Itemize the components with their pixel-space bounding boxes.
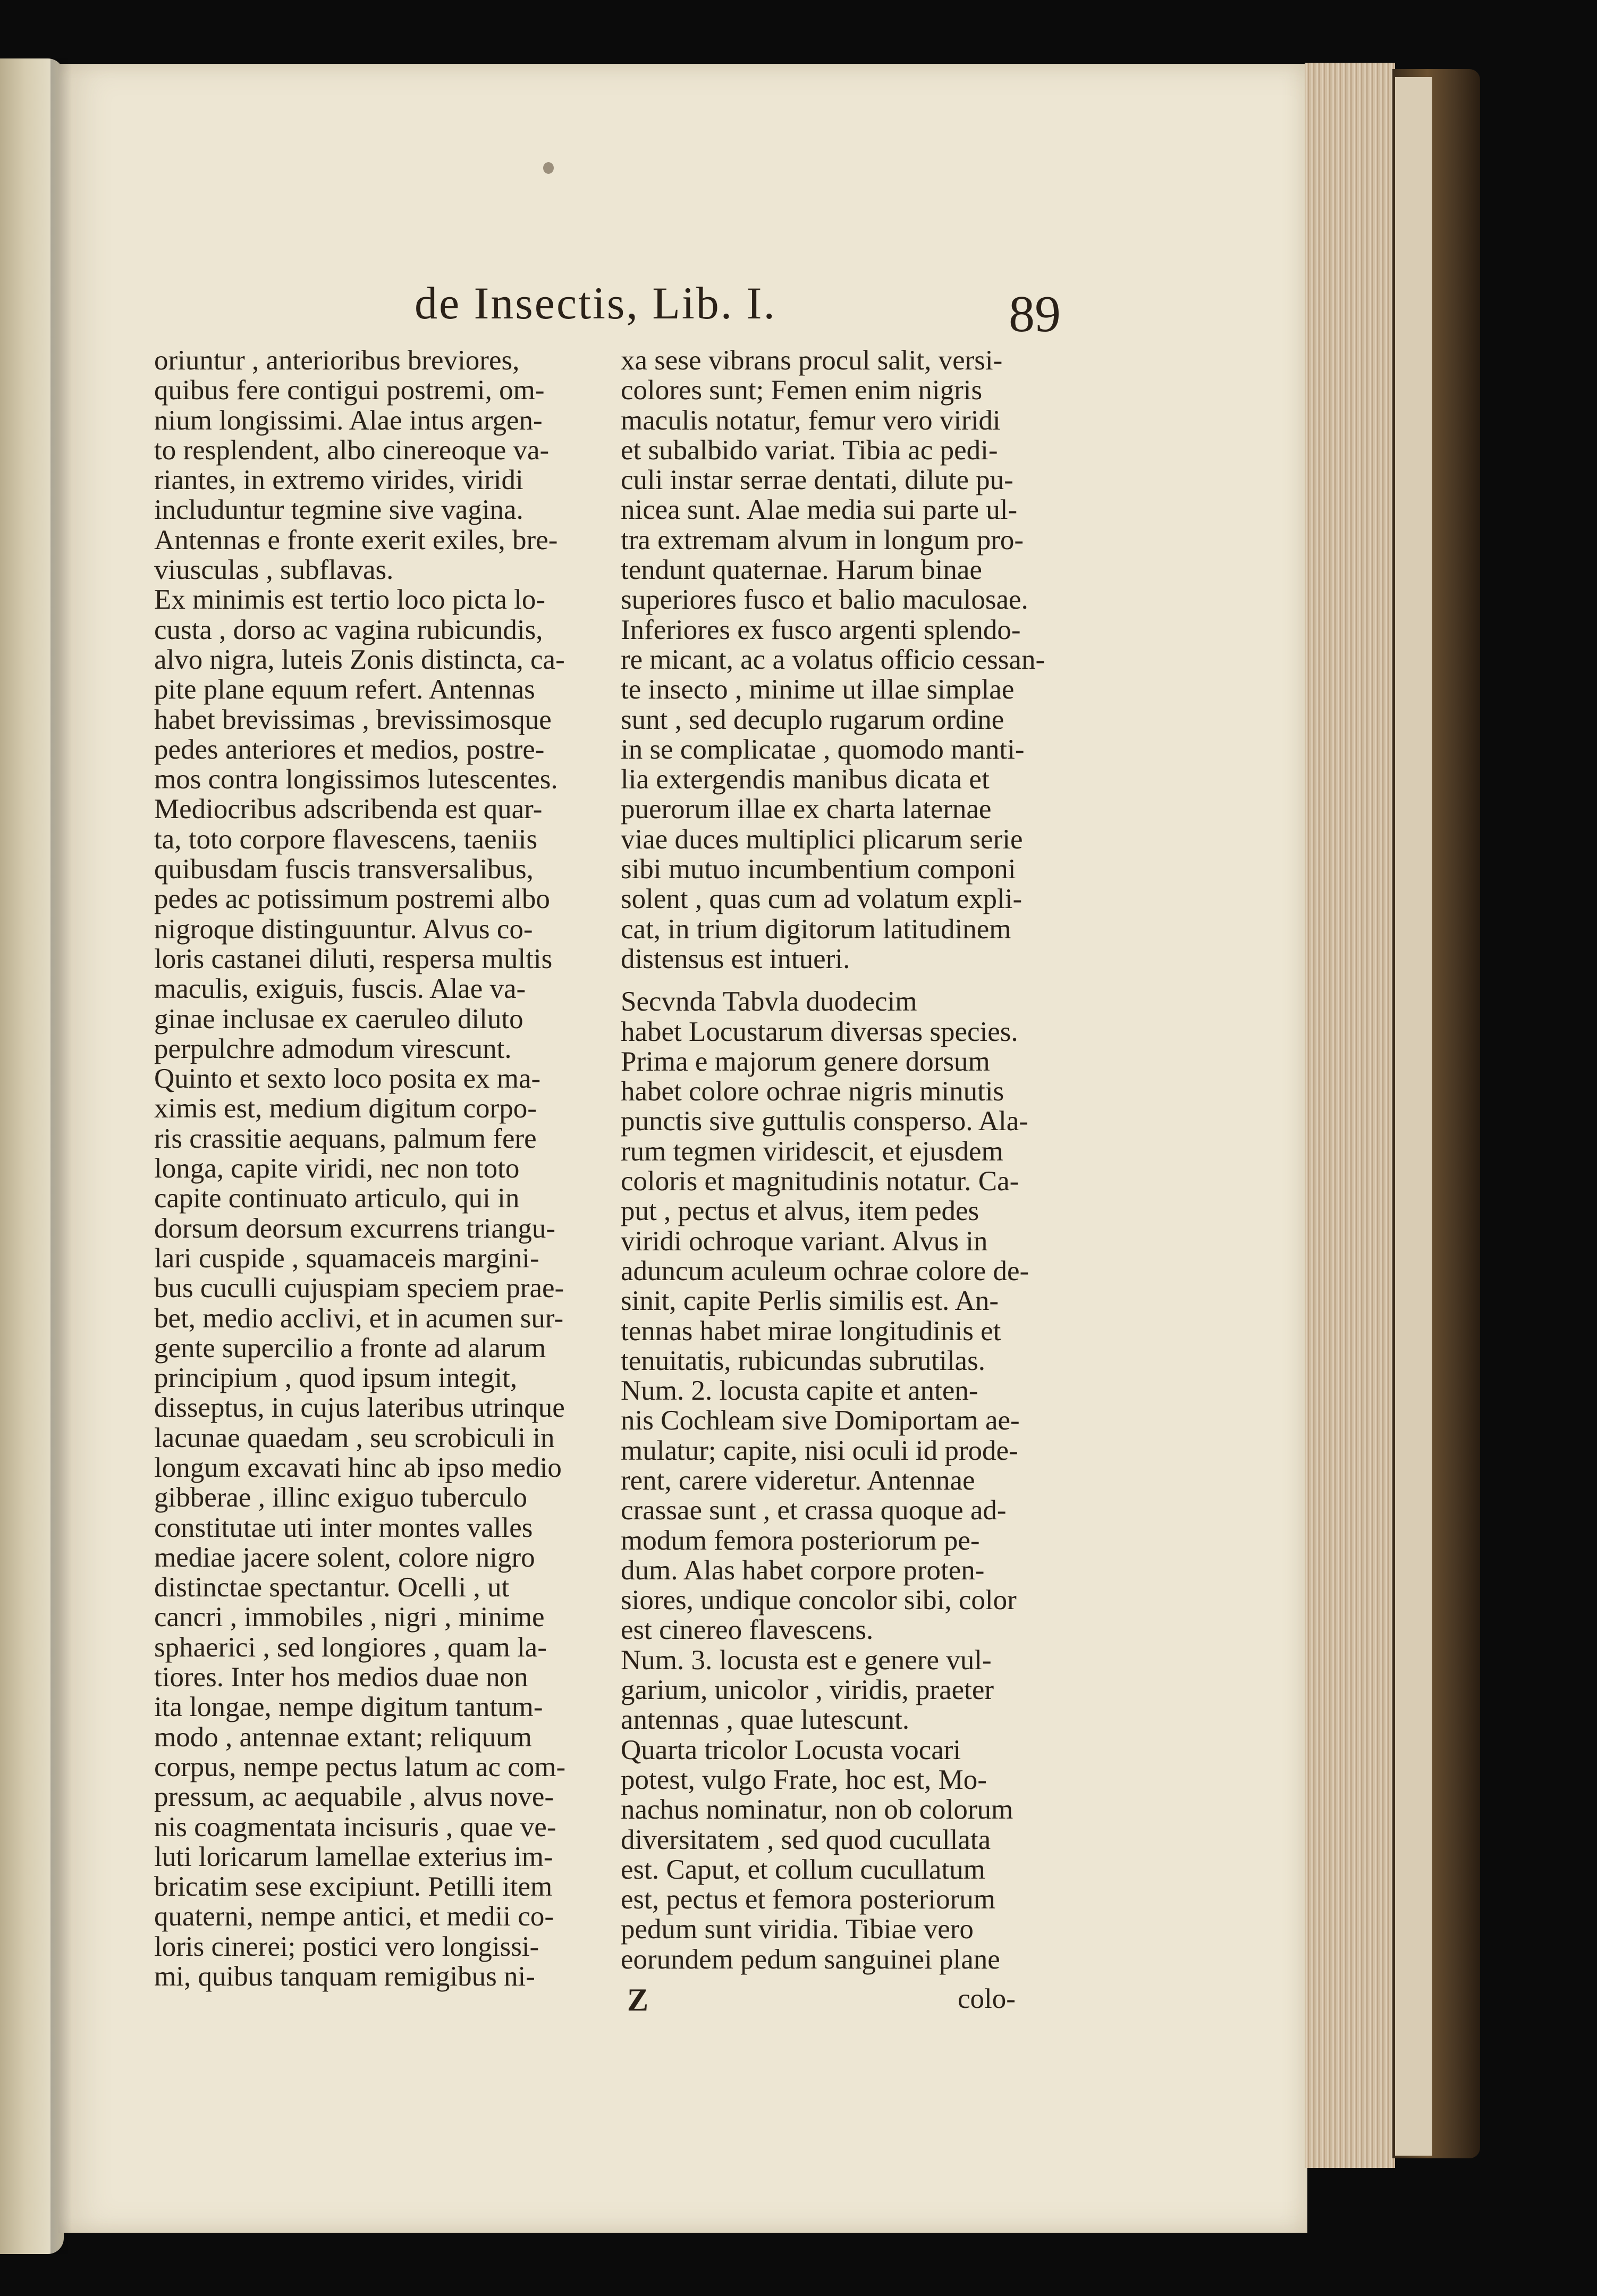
text-line: viridi ochroque variant. Alvus in <box>621 1225 988 1257</box>
signature-mark: Z <box>627 1982 649 2017</box>
text-line: rum tegmen viridescit, et ejusdem <box>621 1136 1003 1167</box>
text-line: coloris et magnitudinis notatur. Ca- <box>621 1166 1019 1197</box>
text-line: garium, unicolor , viridis, praeter <box>621 1675 994 1706</box>
text-line: punctis sive guttulis consperso. Ala- <box>621 1106 1028 1137</box>
text-line: Prima e majorum genere dorsum <box>621 1046 990 1077</box>
text-line: potest, vulgo Frate, hoc est, Mo- <box>621 1764 987 1795</box>
text-line: Inferiores ex fusco argenti splendo- <box>621 614 1021 645</box>
text-line: mi, quibus tanquam remigibus ni- <box>154 1961 535 1992</box>
text-line: est, pectus et femora posteriorum <box>621 1884 995 1915</box>
text-line: longum excavati hinc ab ipso medio <box>154 1452 562 1483</box>
text-line: aduncum aculeum ochrae colore de- <box>621 1255 1029 1286</box>
text-line: cancri , immobiles , nigri , minime <box>154 1602 545 1633</box>
text-line: bricatim sese excipiunt. Petilli item <box>154 1871 553 1903</box>
text-line: sibi mutuo incumbentium componi <box>621 854 1016 885</box>
text-line: tiores. Inter hos medios duae non <box>154 1662 528 1693</box>
text-line: xa sese vibrans procul salit, versi- <box>621 345 1003 376</box>
text-line: modum femora posteriorum pe- <box>621 1525 980 1556</box>
text-line: in se complicatae , quomodo manti- <box>621 734 1025 765</box>
text-line: longa, capite viridi, nec non toto <box>154 1153 520 1184</box>
text-line: nachus nominatur, non ob colorum <box>621 1794 1013 1826</box>
text-line: solent , quas cum ad volatum expli- <box>621 884 1023 915</box>
page-number: 89 <box>1009 285 1061 343</box>
text-line: bus cuculli cujuspiam speciem prae- <box>154 1273 564 1304</box>
text-line: oriuntur , anterioribus breviores, <box>154 345 520 376</box>
text-line: eorundem pedum sanguinei plane <box>621 1944 1000 1975</box>
text-line: tra extremam alvum in longum pro- <box>621 524 1024 556</box>
text-line: Quarta tricolor Locusta vocari <box>621 1734 961 1765</box>
text-line: to resplendent, albo cinereoque va- <box>154 434 550 466</box>
text-line: est. Caput, et collum cucullatum <box>621 1854 985 1885</box>
text-line: pite plane equum refert. Antennas <box>154 674 535 705</box>
text-line: culi instar serrae dentati, dilute pu- <box>621 465 1013 496</box>
text-line: principium , quod ipsum integit, <box>154 1363 518 1394</box>
text-line: includuntur tegmine sive vagina. <box>154 494 523 526</box>
text-line: tendunt quaternae. Harum binae <box>621 554 982 586</box>
text-line: nicea sunt. Alae media sui parte ul- <box>621 494 1018 526</box>
text-line: loris cinerei; postici vero longissi- <box>154 1931 539 1962</box>
text-line: Num. 2. locusta capite et anten- <box>621 1375 978 1407</box>
text-line: lia extergendis manibus dicata et <box>621 764 990 795</box>
text-line: pedum sunt viridia. Tibiae vero <box>621 1914 974 1945</box>
text-line: pedes anteriores et medios, postre- <box>154 734 545 765</box>
text-line: tenuitatis, rubicundas subrutilas. <box>621 1345 985 1376</box>
text-line: Ex minimis est tertio loco picta lo- <box>154 584 545 616</box>
text-line: tennas habet mirae longitudinis et <box>621 1315 1001 1347</box>
text-line: rent, carere videretur. Antennae <box>621 1465 975 1496</box>
text-line: capite continuato articulo, qui in <box>154 1183 520 1214</box>
text-line: Secvnda Tabvla duodecim <box>621 986 917 1017</box>
text-line: Quinto et sexto loco posita ex ma- <box>154 1063 541 1095</box>
text-line: ginae inclusae ex caeruleo diluto <box>154 1003 523 1035</box>
page-edges <box>1305 63 1395 2168</box>
text-line: luti loricarum lamellae exterius im- <box>154 1841 553 1872</box>
right-column <box>621 346 1057 1974</box>
text-line: colores sunt; Femen enim nigris <box>621 375 983 406</box>
text-line: constitutae uti inter montes valles <box>154 1512 533 1543</box>
text-line: quaterni, nempe antici, et medii co- <box>154 1901 554 1932</box>
text-line: distensus est intueri. <box>621 943 850 974</box>
text-line: mos contra longissimos lutescentes. <box>154 764 558 795</box>
text-line: Num. 3. locusta est e genere vul- <box>621 1644 992 1676</box>
text-line: sphaerici , sed longiores , quam la- <box>154 1631 547 1663</box>
text-line: quibus fere contigui postremi, om- <box>154 375 545 406</box>
text-line: nium longissimi. Alae intus argen- <box>154 405 543 436</box>
text-line: disseptus, in cujus lateribus utrinque <box>154 1392 565 1424</box>
text-line: perpulchre admodum virescunt. <box>154 1033 512 1064</box>
text-line: superiores fusco et balio maculosae. <box>621 584 1028 616</box>
text-line: et subalbido variat. Tibia ac pedi- <box>621 434 998 466</box>
text-line: cat, in trium digitorum latitudinem <box>621 913 1011 945</box>
text-line: ris crassitie aequans, palmum fere <box>154 1123 537 1154</box>
book-gutter <box>50 58 72 2254</box>
text-line: dum. Alas habet corpore proten- <box>621 1554 985 1586</box>
catchword: colo- <box>958 1983 1016 2014</box>
text-line: habet brevissimas , brevissimosque <box>154 704 552 735</box>
text-line: pressum, ac aequabile , alvus nove- <box>154 1781 554 1813</box>
text-line: quibusdam fuscis transversalibus, <box>154 854 534 885</box>
text-line: lari cuspide , squamaceis margini- <box>154 1242 539 1274</box>
text-line: alvo nigra, luteis Zonis distincta, ca- <box>154 644 565 675</box>
text-line: distinctae spectantur. Ocelli , ut <box>154 1572 510 1603</box>
text-line: re micant, ac a volatus officio cessan- <box>621 644 1045 675</box>
text-line: sinit, capite Perlis similis est. An- <box>621 1285 999 1317</box>
text-line: riantes, in extremo virides, viridi <box>154 465 523 496</box>
text-line: maculis notatur, femur vero viridi <box>621 405 1001 436</box>
text-line: nigroque distinguuntur. Alvus co- <box>154 913 533 945</box>
text-line: habet Locustarum diversas species. <box>621 1016 1018 1047</box>
text-line: te insecto , minime ut illae simplae <box>621 674 1015 705</box>
text-line: modo , antennae extant; reliquum <box>154 1721 532 1753</box>
text-line: siores, undique concolor sibi, color <box>621 1585 1017 1616</box>
text-line: gente supercilio a fronte ad alarum <box>154 1332 546 1364</box>
text-line: dorsum deorsum excurrens triangu- <box>154 1213 556 1244</box>
text-line: est cinereo flavescens. <box>621 1614 874 1646</box>
text-line: habet colore ochrae nigris minutis <box>621 1076 1004 1107</box>
text-line: ita longae, nempe digitum tantum- <box>154 1692 543 1723</box>
text-line: sunt , sed decuplo rugarum ordine <box>621 704 1004 735</box>
text-line: viusculas , subflavas. <box>154 554 394 586</box>
text-line: loris castanei diluti, respersa multis <box>154 943 553 974</box>
text-line: mediae jacere solent, colore nigro <box>154 1542 535 1573</box>
text-line: custa , dorso ac vagina rubicundis, <box>154 614 543 645</box>
running-title: de Insectis, Lib. I. <box>415 277 776 329</box>
text-line: crassae sunt , et crassa quoque ad- <box>621 1495 1007 1526</box>
text-line: ta, toto corpore flavescens, taeniis <box>154 823 538 855</box>
left-column <box>154 346 595 1991</box>
text-line: antennas , quae lutescunt. <box>621 1704 910 1736</box>
text-line: puerorum illae ex charta laternae <box>621 794 992 825</box>
text-line: nis Cochleam sive Domiportam ae- <box>621 1405 1020 1436</box>
text-line: put , pectus et alvus, item pedes <box>621 1196 979 1227</box>
ink-spot <box>543 162 554 174</box>
text-line: corpus, nempe pectus latum ac com- <box>154 1751 566 1782</box>
text-line: mulatur; capite, nisi oculi id prode- <box>621 1435 1018 1466</box>
text-line: diversitatem , sed quod cucullata <box>621 1824 991 1855</box>
text-line: pedes ac potissimum postremi albo <box>154 884 550 915</box>
text-line: nis coagmentata incisuris , quae ve- <box>154 1811 556 1843</box>
text-line <box>621 974 1057 987</box>
text-line: gibberae , illinc exiguo tuberculo <box>154 1482 528 1513</box>
endpaper <box>1395 77 1432 2156</box>
text-line: bet, medio acclivi, et in acumen sur- <box>154 1302 564 1334</box>
text-line: maculis, exiguis, fuscis. Alae va- <box>154 973 526 1005</box>
text-line: lacunae quaedam , seu scrobiculi in <box>154 1422 555 1453</box>
text-line: Antennas e fronte exerit exiles, bre- <box>154 524 558 556</box>
text-line: ximis est, medium digitum corpo- <box>154 1093 537 1124</box>
text-line: Mediocribus adscribenda est quar- <box>154 794 543 825</box>
text-line: viae duces multiplici plicarum serie <box>621 823 1023 855</box>
